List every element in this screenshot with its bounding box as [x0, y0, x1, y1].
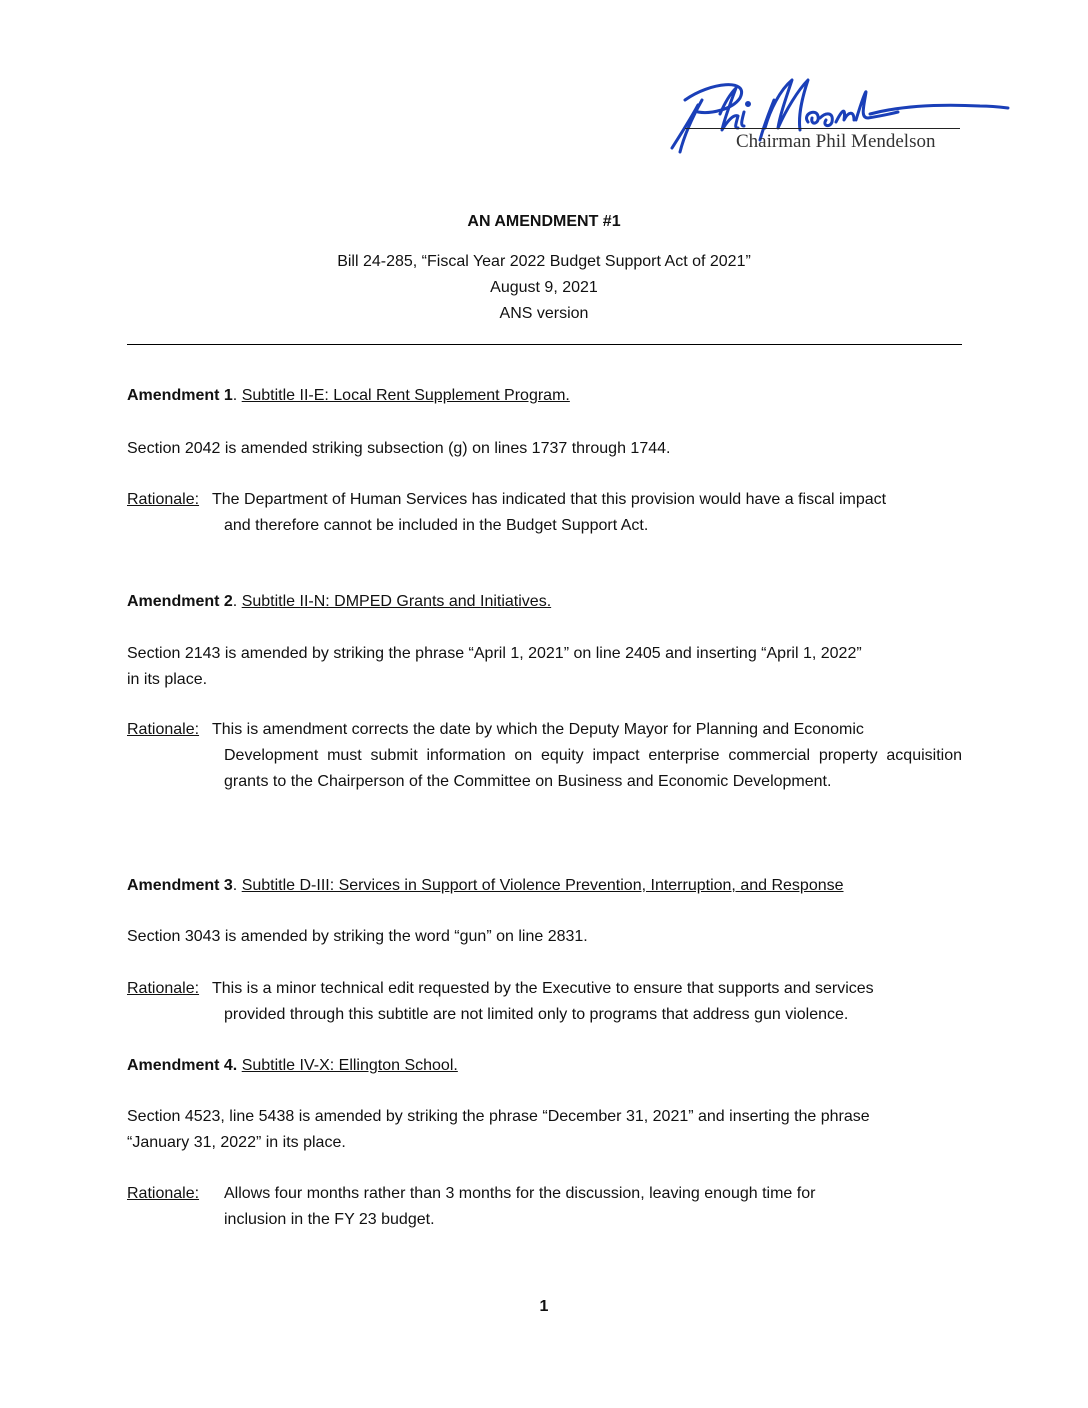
document-date: August 9, 2021 — [490, 279, 598, 296]
amendment-2-heading: Amendment 2. Subtitle II-N: DMPED Grants and Initiatives. — [127, 593, 552, 610]
rationale-first-line: The Department of Human Services has indicated that this provision would have a fiscal impact — [212, 491, 887, 508]
rationale-first-line: Allows four months rather than 3 months for the discussion, leaving enough time for — [224, 1185, 816, 1202]
amendment-3-text: Section 3043 is amended by striking the word “gun” on line 2831. — [127, 928, 588, 945]
rationale-first-line: This is amendment corrects the date by which the Deputy Mayor for Planning and Economic — [212, 721, 864, 738]
amendment-subtitle: Subtitle II-E: Local Rent Supplement Program. — [241, 387, 570, 404]
amendment-2-text — [127, 641, 962, 693]
amendment-label: Amendment 4. — [127, 1057, 238, 1074]
rationale-label: Rationale: — [127, 721, 200, 738]
amendment-3-rationale — [127, 976, 962, 1028]
amendment-text-line: in its place. — [127, 671, 208, 688]
signature-block — [640, 70, 1000, 170]
signer-name: Chairman Phil Mendelson — [736, 131, 936, 152]
rationale-continuation: inclusion in the FY 23 budget. — [224, 1211, 435, 1228]
amendment-4-text — [127, 1104, 962, 1156]
amendment-4-rationale — [127, 1181, 962, 1233]
amendment-subtitle: Subtitle IV-X: Ellington School. — [241, 1057, 458, 1074]
rationale-continuation: provided through this subtitle are not limited only to programs that address gun violence. — [224, 1006, 849, 1023]
amendment-1-text: Section 2042 is amended striking subsection (g) on lines 1737 through 1744. — [127, 440, 671, 457]
document-version: ANS version — [499, 305, 589, 322]
rationale-continuation: and therefore cannot be included in the Budget Support Act. — [224, 517, 649, 534]
amendment-label: Amendment 3 — [127, 877, 233, 894]
amendment-text-line: “January 31, 2022” in its place. — [127, 1134, 346, 1151]
document-title: AN AMENDMENT #1 — [467, 213, 621, 230]
amendment-2-rationale — [127, 717, 962, 795]
bill-title: Bill 24-285, “Fiscal Year 2022 Budget Support Act of 2021” — [337, 253, 751, 270]
amendment-1-heading: Amendment 1. Subtitle II-E: Local Rent Supplement Program. — [127, 387, 570, 404]
amendment-subtitle: Subtitle D-III: Services in Support of Violence Prevention, Interruption, and Response — [241, 877, 844, 894]
amendment-4-heading — [127, 1053, 962, 1079]
amendment-label: Amendment 2 — [127, 593, 233, 610]
amendment-subtitle: Subtitle II-N: DMPED Grants and Initiatives. — [241, 593, 552, 610]
amendment-label: Amendment 1 — [127, 387, 233, 404]
rationale-label: Rationale: — [127, 491, 200, 508]
amendment-3-heading: Amendment 3. Subtitle D-III: Services in Support of Violence Prevention, Interruption, and Response — [127, 877, 844, 894]
page-number: 1 — [539, 1298, 549, 1315]
amendment-text-line: Section 2143 is amended by striking the phrase “April 1, 2021” on line 2405 and inserting “April 1, 2022” — [127, 645, 862, 662]
rationale-first-line: This is a minor technical edit requested by the Executive to ensure that supports and services — [212, 980, 874, 997]
handwritten-signature — [640, 70, 1010, 170]
signature-line — [685, 128, 960, 129]
header-divider — [127, 344, 962, 345]
rationale-continuation: Development must submit information on equity impact enterprise commercial property acquisition grants to the Chairperson of the Committee on Business and Economic Development. — [224, 747, 962, 790]
amendment-text-line: Section 4523, line 5438 is amended by striking the phrase “December 31, 2021” and inserting the phrase — [127, 1108, 870, 1125]
amendment-1-rationale — [127, 487, 962, 539]
rationale-label: Rationale: — [127, 980, 200, 997]
rationale-label: Rationale: — [127, 1185, 200, 1202]
